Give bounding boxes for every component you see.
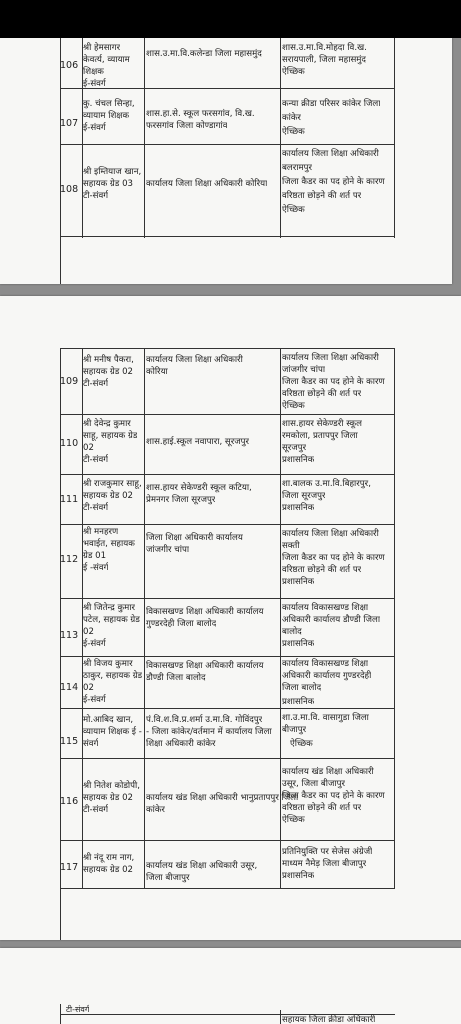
- current-posting: फरसगांव जिला कोण्डागांव: [146, 121, 228, 131]
- row-number: 117: [60, 862, 79, 873]
- new-posting: शास.हायर सेकेण्डरी स्कूल: [282, 419, 362, 429]
- current-posting: जिला बीजापुर: [146, 873, 190, 883]
- current-posting: विकासखण्ड शिक्षा अधिकारी कार्यालय: [146, 607, 264, 617]
- employee-name: सहायक ग्रेड 02: [83, 865, 134, 875]
- new-posting: जिला बालोद: [282, 683, 322, 693]
- new-posting: अधिकारी कार्यालय डौण्डी जिला: [282, 615, 381, 625]
- employee-name: श्री विजय कुमार: [83, 659, 133, 669]
- employee-name: मो.आबिद खान,: [83, 715, 134, 725]
- employee-name: सहायक ग्रेड 03: [83, 179, 134, 189]
- new-posting: अधिकारी कार्यालय गुण्डरदेही: [282, 671, 372, 681]
- transfer-type: ऐच्छिक: [282, 67, 305, 77]
- employee-name: श्री राजकुमार साहू,: [83, 479, 142, 489]
- employee-name: ई -संवर्ग: [83, 563, 109, 573]
- employee-name: 02: [83, 443, 94, 453]
- employee-name: व्यायाम शिक्षक ई -: [83, 727, 142, 737]
- employee-name: सहायक ग्रेड 02: [83, 793, 134, 803]
- new-posting: सक्ती: [282, 541, 300, 551]
- employee-name: टी-संवर्ग: [83, 191, 109, 201]
- current-posting: शास.उ.मा.वि.कलेन्डा जिला महासमुंद: [146, 49, 262, 59]
- row-number: 109: [60, 376, 79, 387]
- employee-name: ठाकुर, सहायक ग्रेड: [83, 671, 143, 681]
- employee-name: टी-संवर्ग: [83, 379, 109, 389]
- employee-name: संवर्ग: [83, 739, 99, 749]
- new-posting: कार्यालय जिला शिक्षा अधिकारी: [282, 149, 379, 159]
- row-number: 113: [60, 630, 79, 641]
- row-number: 111: [60, 494, 79, 505]
- cadre-note: वरिष्ठता छोड़ने की शर्त पर: [282, 565, 362, 575]
- cadre-note: वरिष्ठता छोड़ने की शर्त पर: [282, 803, 362, 813]
- new-posting: कांकेर: [282, 113, 301, 123]
- employee-name: श्री जितेन्द्र कुमार: [83, 603, 135, 613]
- employee-name: सहायक ग्रेड 02: [83, 367, 134, 377]
- current-posting: डौण्डी जिला बालोद: [146, 673, 206, 683]
- row-number: 112: [60, 554, 79, 565]
- new-posting: कार्यालय खंड शिक्षा अधिकारी: [282, 767, 374, 777]
- employee-name: ई-संवर्ग: [83, 639, 106, 649]
- transfer-type: ऐच्छिक: [282, 815, 305, 825]
- row-number: 115: [60, 736, 79, 747]
- current-posting: शास.हा.से. स्कूल फरसगांव, वि.ख.: [146, 109, 255, 119]
- employee-name: पटेल, सहायक ग्रेड: [83, 615, 140, 625]
- employee-name: शिक्षक: [83, 67, 104, 77]
- document-page-1: [0, 38, 452, 284]
- employee-name: सहायक ग्रेड 02: [83, 491, 134, 501]
- current-posting: कार्यालय जिला शिक्षा अधिकारी कोरिया: [146, 179, 268, 189]
- cadre-note: जिला कैडर का पद होने के कारण: [282, 553, 385, 563]
- new-posting: कन्या क्रीडा परिसर कांकेर जिला: [282, 99, 381, 109]
- new-posting: कार्यालय जिला शिक्षा अधिकारी: [282, 529, 379, 539]
- transfer-type: ऐच्छिक: [282, 205, 305, 215]
- employee-name: टी-संवर्ग: [83, 805, 109, 815]
- current-posting: शास.हाई.स्कूल नवापारा, सूरजपुर: [146, 437, 250, 447]
- document-page-3: [0, 948, 461, 1024]
- transfer-type: प्रशासनिक: [282, 639, 315, 649]
- employee-name: ग्रेड 01: [83, 551, 107, 561]
- employee-name: टी-संवर्ग: [83, 455, 109, 465]
- employee-name: ई-संवर्ग: [83, 123, 106, 133]
- current-posting: कार्यालय खंड शिक्षा अधिकारी भानुप्रतापपुर जिला: [146, 793, 299, 803]
- new-posting: शा.उ.मा.वि. वासागुडा जिला: [282, 713, 369, 723]
- row-number: 110: [60, 438, 79, 449]
- new-posting: शास.उ.मा.वि.मोहदा वि.ख.: [282, 43, 367, 53]
- current-posting: पं.वि.श.वि.प्र.शर्मा उ.मा.वि. गोविंदपुर: [146, 715, 263, 725]
- row-number: 108: [60, 184, 79, 195]
- transfer-type: प्रशासनिक: [282, 697, 315, 707]
- employee-name: भवाईत, सहायक: [83, 539, 135, 549]
- row-number: 106: [60, 60, 79, 71]
- cadre-note: वरिष्ठता छोड़ने की शर्त पर: [282, 191, 362, 201]
- new-posting: शा.बालक उ.मा.वि.बिहारपुर,: [282, 479, 371, 489]
- current-posting: जांजगीर चांपा: [146, 545, 190, 555]
- current-posting: कार्यालय खंड शिक्षा अधिकारी उसूर,: [146, 861, 258, 871]
- new-posting: कार्यालय विकासखण्ड शिक्षा: [282, 659, 369, 669]
- cadre-label: टी-संवर्ग: [66, 1005, 90, 1014]
- row-number: 114: [60, 682, 79, 693]
- current-posting: - जिला कांकेर/वर्तमान में कार्यालय जिला: [146, 727, 272, 737]
- employee-name: कु. चंचल सिन्हा,: [83, 99, 135, 109]
- employee-name: व्यायाम शिक्षक: [83, 111, 130, 121]
- current-posting: शिक्षा अधिकारी कांकेर: [146, 739, 216, 749]
- new-posting: कार्यालय विकासखण्ड शिक्षा: [282, 603, 369, 613]
- row-number: 116: [60, 796, 79, 807]
- employee-name: 02: [83, 627, 94, 637]
- transfer-type: ऐच्छिक: [282, 127, 305, 137]
- new-posting: सहायक जिला क्रीडा अधिकारी: [282, 1015, 376, 1024]
- new-posting: रमकोला, प्रतापपुर जिला: [282, 431, 358, 441]
- transfer-type: प्रशासनिक: [282, 577, 315, 587]
- employee-name: श्री नंदू राम नाग,: [83, 853, 135, 863]
- document-page-2: [0, 296, 461, 940]
- employee-name: श्री हेमसागर: [83, 43, 121, 53]
- employee-name: टी-संवर्ग: [83, 503, 109, 513]
- transfer-type: ऐच्छिक: [282, 401, 305, 411]
- current-posting: कोरिया: [146, 367, 168, 377]
- current-posting: कार्यालय जिला शिक्षा अधिकारी: [146, 355, 243, 365]
- employee-name: श्री मनीष पैकरा,: [83, 355, 134, 365]
- new-posting: कार्यालय जिला शिक्षा अधिकारी: [282, 353, 379, 363]
- cadre-note: जिला कैडर का पद होने के कारण: [282, 377, 385, 387]
- new-posting: बीजापुर: [282, 725, 307, 735]
- new-posting: सरायपाली, जिला महासमुंद: [282, 55, 366, 65]
- current-posting: प्रेमनगर जिला सूरजपुर: [146, 495, 216, 505]
- current-posting: कांकेर: [146, 805, 165, 815]
- transfer-type: प्रशासनिक: [282, 871, 315, 881]
- new-posting: बलरामपुर: [282, 163, 313, 173]
- transfer-type: प्रशासनिक: [282, 455, 315, 465]
- current-posting: विकासखण्ड शिक्षा अधिकारी कार्यालय: [146, 661, 264, 671]
- new-posting: बालोद: [282, 627, 302, 637]
- row-number: 107: [60, 118, 79, 129]
- cadre-note: वरिष्ठता छोड़ने की शर्त पर: [282, 389, 362, 399]
- employee-name: साहू, सहायक ग्रेड: [83, 431, 138, 441]
- new-posting: प्रतिनियुक्ति पर सेजेस अंग्रेजी: [282, 847, 373, 857]
- employee-name: श्री नितेश कोडोपी,: [83, 781, 140, 791]
- new-posting: जिला सूरजपुर: [282, 491, 326, 501]
- employee-name: श्री देवेन्द्र कुमार: [83, 419, 131, 429]
- new-posting: माध्यम नैमेड़ जिला बीजापुर: [282, 859, 367, 869]
- current-posting: गुण्डरदेही जिला बालोद: [146, 619, 217, 629]
- new-posting: सूरजपुर: [282, 443, 307, 453]
- employee-name: ई-संवर्ग: [83, 695, 106, 705]
- cadre-note: जिला कैडर का पद होने के कारण: [282, 177, 385, 187]
- transfer-type: प्रशासनिक: [282, 503, 315, 513]
- employee-name: केवर्त्य, व्यायाम: [83, 55, 130, 65]
- cadre-note: जिला कैडर का पद होने के कारण: [282, 791, 385, 801]
- employee-name: श्री इम्तियाज खान,: [83, 167, 142, 177]
- employee-name: श्री मनहरण: [83, 527, 119, 537]
- current-posting: जिला शिक्षा अधिकारी कार्यालय: [146, 533, 243, 543]
- employee-name: 02: [83, 683, 94, 693]
- new-posting: जांजगीर चांपा: [282, 365, 326, 375]
- top-black-bar: [0, 0, 461, 38]
- employee-name: ई-संवर्ग: [83, 79, 106, 89]
- new-posting: उसूर, जिला बीजापुर: [282, 779, 346, 789]
- current-posting: शास.हायर सेकेण्डरी स्कूल कटिया,: [146, 483, 252, 493]
- transfer-type: ऐच्छिक: [290, 739, 313, 749]
